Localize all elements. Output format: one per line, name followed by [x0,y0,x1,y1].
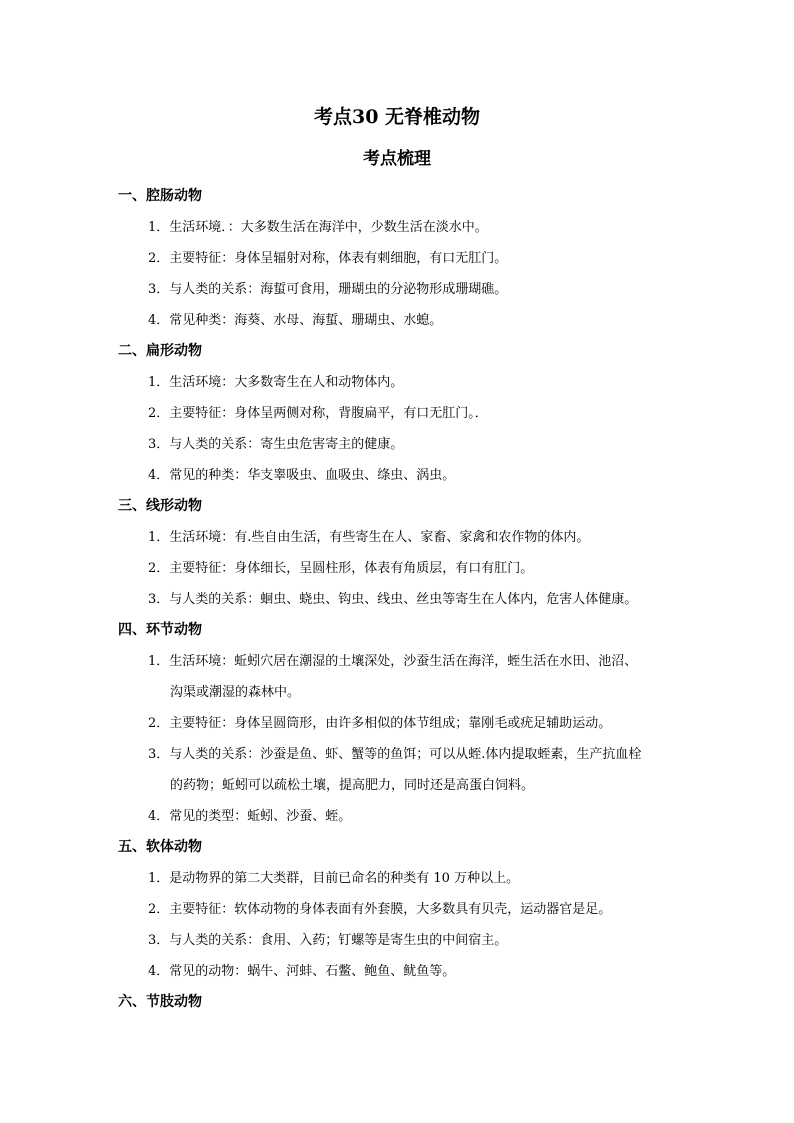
list-item [118,367,688,398]
list-item [118,212,688,243]
item-text: 3．与人类的关系：食用、入药；钉螺等是寄生虫的中间宿主。 [148,933,508,948]
list-item [118,460,688,491]
item-text: 2．主要特征：身体细长，呈圆柱形，体表有角质层，有口有肛门。 [148,561,534,576]
item-text: 3．与人类的关系：海蜇可食用，珊瑚虫的分泌物形成珊瑚礁。 [148,282,508,297]
item-text: 1．是动物界的第二大类群，目前已命名的种类有 10 万种以上。 [148,871,520,886]
section-heading: 三、线形动物 [118,498,202,514]
list-item [118,956,688,987]
page-title: 考点30 无脊椎动物 [313,106,481,128]
item-text-continuation: 沟渠或潮湿的森林中。 [170,685,301,700]
section-heading: 二、扁形动物 [118,343,202,359]
item-text: 2．主要特征：身体呈圆筒形，由许多相似的体节组成；靠刚毛或疣足辅助运动。 [148,716,612,731]
item-text: 1．生活环境：大多数寄生在人和动物体内。 [148,375,404,390]
section-heading: 六、节肢动物 [118,994,202,1010]
item-text: 1．生活环境．：大多数生活在海洋中，少数生活在淡水中。 [148,220,488,235]
list-item [118,522,688,553]
document-body [118,181,688,1018]
section-heading: 四、环节动物 [118,622,202,638]
item-text: 3．与人类的关系：沙蚕是鱼、虾、蟹等的鱼饵；可以从蛭.体内提取蛭素，生产抗血栓 [148,747,642,762]
page-subtitle: 考点梳理 [363,149,431,169]
list-item [118,739,688,801]
list-item [118,801,688,832]
list-item [118,925,688,956]
list-item [118,646,688,708]
item-text: 4．常见的动物：蜗牛、河蚌、石鳖、鲍鱼、鱿鱼等。 [148,964,456,979]
list-item [118,584,688,615]
list-item [118,553,688,584]
section-heading: 五、软体动物 [118,839,202,855]
list-item [118,894,688,925]
list-item [118,305,688,336]
item-text: 3．与人类的关系：寄生虫危害寄主的健康。 [148,437,404,452]
list-item [118,863,688,894]
item-text: 1．生活环境：有.些自由生活，有些寄生在人、家畜、家禽和农作物的体内。 [148,530,590,545]
item-text: 3．与人类的关系：蛔虫、蛲虫、钩虫、线虫、丝虫等寄生在人体内，危害人体健康。 [148,592,638,607]
item-text: 2．主要特征：身体呈辐射对称，体表有刺细胞，有口无肛门。 [148,251,508,266]
item-text: 1．生活环境：蚯蚓穴居在潮湿的土壤深处，沙蚕生活在海洋，蛭生活在水田、池沼、 [148,654,638,669]
list-item [118,708,688,739]
item-text: 2．主要特征：软体动物的身体表面有外套膜，大多数具有贝壳，运动器官是足。 [148,902,612,917]
item-text: 2．主要特征：身体呈两侧对称，背腹扁平，有口无肛门。． [148,406,488,421]
item-text: 4．常见的种类：华支睾吸虫、血吸虫、绦虫、涡虫。 [148,468,456,483]
list-item [118,429,688,460]
section-heading: 一、腔肠动物 [118,188,202,204]
list-item [118,243,688,274]
list-item [118,398,688,429]
item-text-continuation: 的药物；蚯蚓可以疏松土壤，提高肥力，同时还是高蛋白饲料。 [170,778,535,793]
item-text: 4．常见的类型：蚯蚓、沙蚕、蛭。 [148,809,352,824]
list-item [118,274,688,305]
item-text: 4．常见种类：海葵、水母、海蜇、珊瑚虫、水螅。 [148,313,443,328]
